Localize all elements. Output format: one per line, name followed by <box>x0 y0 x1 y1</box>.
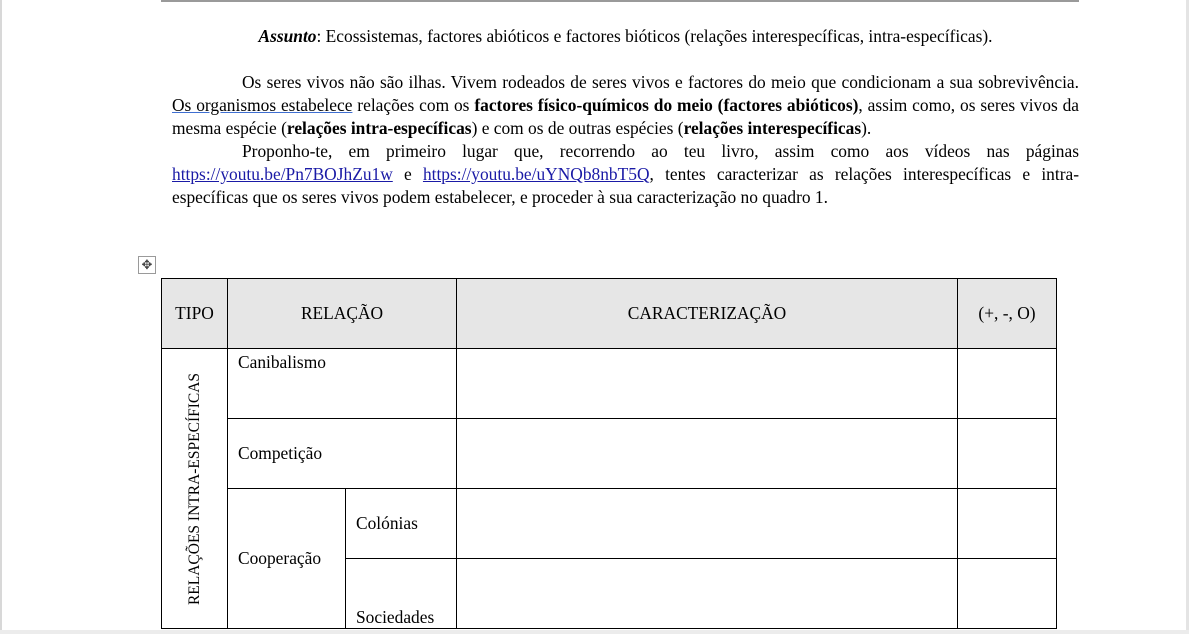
sign-cell-colonias[interactable] <box>958 489 1057 559</box>
p1-bold-inter: relações interespecíficas <box>683 118 862 138</box>
table-move-handle[interactable] <box>138 256 156 274</box>
row-label-cooperacao: Cooperação <box>228 489 346 629</box>
move-arrows-icon: ✥ <box>141 257 153 273</box>
char-cell-canibalismo[interactable] <box>457 349 958 419</box>
sign-cell-sociedades[interactable] <box>958 559 1057 629</box>
p1-text-1: Os seres vivos não são ilhas. Vivem rodeados de seres vivos e factores do meio que condicionam a sua sobrevivência. <box>242 72 1079 92</box>
video-link-2[interactable]: https://youtu.be/uYNQb8nbT5Q <box>422 164 650 184</box>
char-cell-colonias[interactable] <box>457 489 958 559</box>
group-label-intra: RELAÇÕES INTRA-ESPECÍFICAS <box>185 372 203 605</box>
p2-text-1: Proponho-te, em primeiro lugar que, recorrendo ao teu livro, assim como aos vídeos nas páginas <box>242 141 1079 161</box>
header-tipo: TIPO <box>162 279 228 349</box>
row-label-canibalismo: Canibalismo <box>228 349 457 419</box>
subject-label: Assunto <box>258 26 317 46</box>
table-row <box>162 349 1057 419</box>
page-bottom-edge <box>0 630 1189 634</box>
p1-text-3: , assim como, os seres vivos da mesma espécie ( <box>172 95 1080 138</box>
p1-text-4: ) e com os de outras espécies ( <box>471 118 684 138</box>
intro-paragraph <box>172 71 1079 140</box>
instruction-paragraph <box>172 140 1079 209</box>
header-sinal: (+, -, O) <box>958 279 1057 349</box>
row-label-colonias: Colónias <box>346 489 457 559</box>
page-left-edge <box>0 0 2 634</box>
char-cell-competicao[interactable] <box>457 419 958 489</box>
subject-text: : Ecossistemas, factores abióticos e factores bióticos (relações interespecíficas, intra-específicas). <box>316 26 993 46</box>
row-label-competicao: Competição <box>228 419 457 489</box>
document-body <box>172 25 1079 209</box>
char-cell-sociedades[interactable] <box>457 559 958 629</box>
row-label-sociedades: Sociedades <box>346 559 457 629</box>
subject-line <box>172 25 1079 48</box>
p1-grammar-flag[interactable]: Os organismos estabelece <box>172 95 353 115</box>
p2-conj: e <box>392 164 423 184</box>
p1-bold-abioticos: factores físico-químicos do meio (factores abióticos) <box>474 95 859 115</box>
sign-cell-canibalismo[interactable] <box>958 349 1057 419</box>
group-cell-intra <box>162 349 228 629</box>
p1-text-2: relações com os <box>352 95 475 115</box>
p1-bold-intra: relações intra-específicas <box>286 118 472 138</box>
table-row <box>162 489 1057 559</box>
table-row <box>162 419 1057 489</box>
p2-text-2: , tentes caracterizar as relações interespecíficas e intra-específicas que os seres vivos podem estabelecer, e proceder à sua caracterização no quadro 1. <box>172 164 1080 207</box>
p1-text-5: ). <box>861 118 872 138</box>
header-relacao: RELAÇÃO <box>228 279 457 349</box>
video-link-1[interactable]: https://youtu.be/Pn7BOJhZu1w <box>172 164 393 184</box>
table-header-row <box>162 279 1057 349</box>
relations-table <box>161 278 1057 629</box>
header-caracterizacao: CARACTERIZAÇÃO <box>457 279 958 349</box>
sign-cell-competicao[interactable] <box>958 419 1057 489</box>
header-separator-line <box>161 0 1079 2</box>
